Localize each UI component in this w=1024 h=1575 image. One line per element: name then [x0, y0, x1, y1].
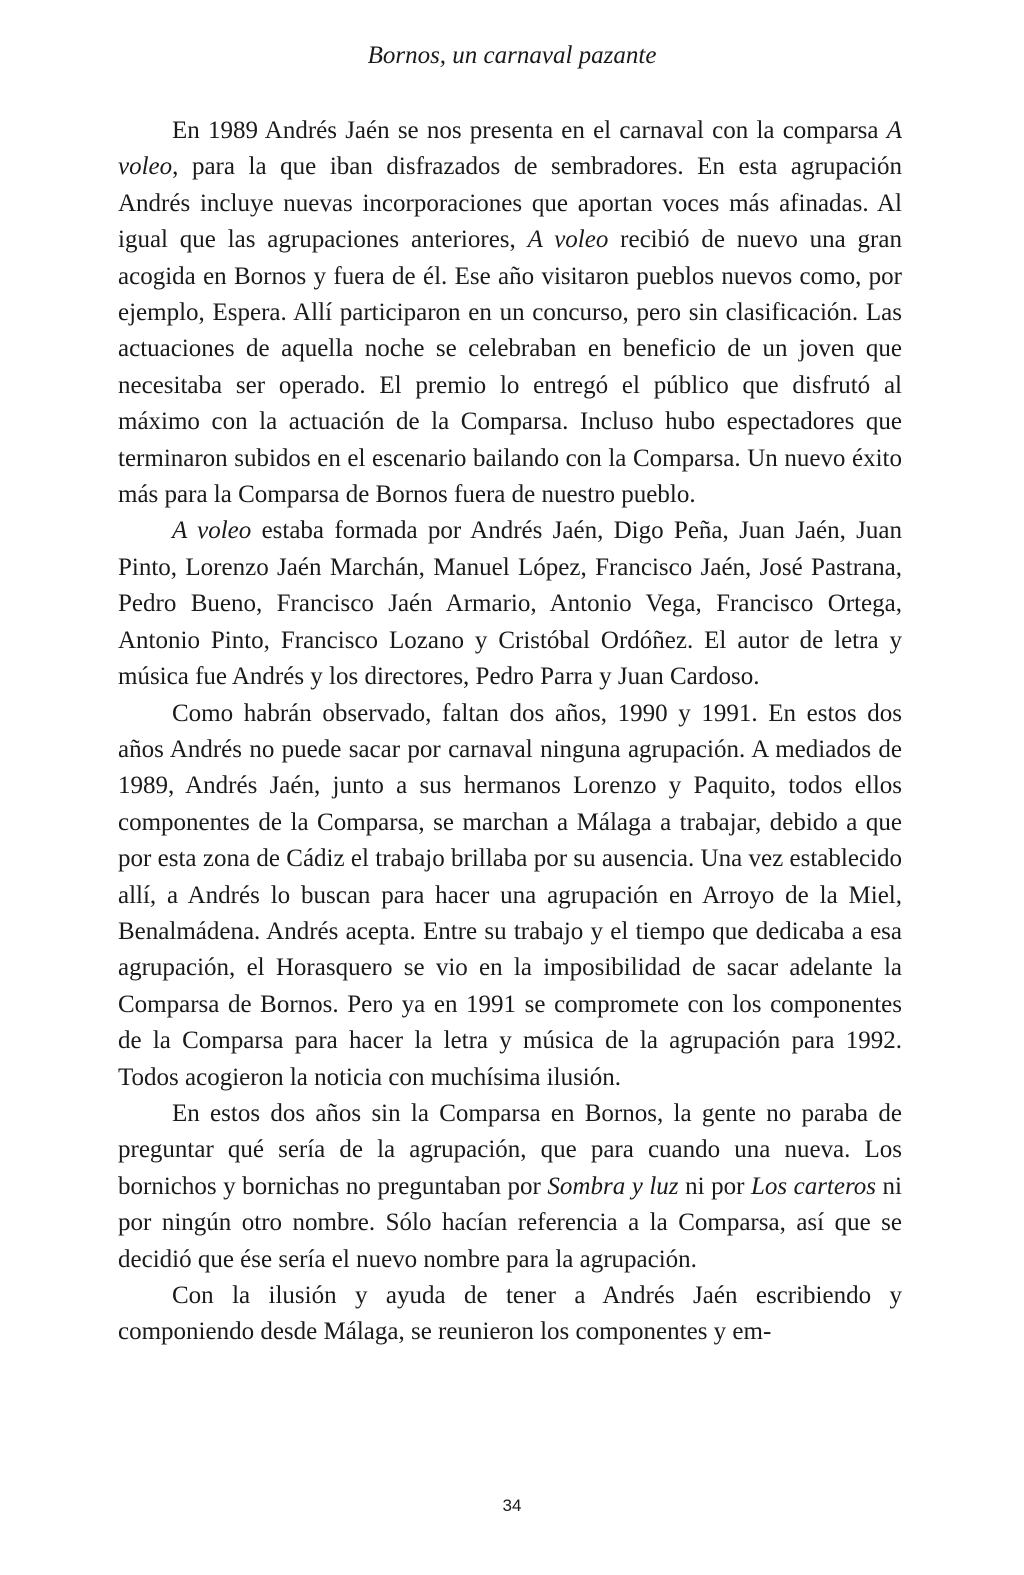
text-segment: recibió de nuevo una gran acogida en Bornos y fuera de él. Ese año visitaron pueblos nuevos como, por ejemplo, Espera. Allí participaron en un concurso, pero sin clasificación. Las actuaciones de aquella noche se celebraban en beneficio de un joven que necesitaba ser operado. El premio lo entregó el público que disfrutó al máximo con la actuación de la Comparsa. Incluso hubo espectadores que terminaron subidos en el escenario bailando con la Comparsa. Un nuevo éxito más para la Comparsa de Bornos fuera de nuestro pueblo.: [118, 226, 902, 509]
text-segment: estaba formada por Andrés Jaén, Digo Peña, Juan Jaén, Juan Pinto, Lorenzo Jaén Marchán, Manuel López, Francisco Jaén, José Pastrana, Pedro Bueno, Francisco Jaén Armario, Antonio Vega, Francisco Ortega, Antonio Pinto, Francisco Lozano y Cristóbal Ordóñez. El autor de letra y música fue Andrés y los directores, Pedro Parra y Juan Cardoso.: [118, 517, 902, 691]
work-title: Los carteros: [750, 1172, 877, 1200]
work-title: A voleo: [118, 117, 902, 181]
work-title: A voleo: [527, 226, 609, 254]
paragraph-3: [118, 696, 902, 1096]
running-head: Bornos, un carnaval pazante: [367, 42, 657, 69]
text-segment: En 1989 Andrés Jaén se nos presenta en el carnaval con la comparsa: [172, 117, 887, 144]
paragraph-5: [118, 1278, 902, 1351]
work-title: A voleo: [172, 517, 252, 545]
text-segment: Como habrán observado, faltan dos años, 1990 y 1991. En estos dos años Andrés no puede sacar por carnaval ninguna agrupación. A mediados de 1989, Andrés Jaén, junto a sus hermanos Lorenzo y Paquito, todos ellos componentes de la Comparsa, se marchan a Málaga a trabajar, debido a que por esta zona de Cádiz el trabajo brillaba por su ausencia. Una vez establecido allí, a Andrés lo buscan para hacer una agrupación en Arroyo de la Miel, Benalmádena. Andrés acepta. Entre su trabajo y el tiempo que dedicaba a esa agrupación, el Horasquero se vio en la imposibilidad de sacar adelante la Comparsa de Bornos. Pero ya en 1991 se compromete con los componentes de la Comparsa para hacer la letra y música de la agrupación para 1992. Todos acogieron la noticia con muchísima ilusión.: [118, 699, 902, 1091]
paragraph-2: [118, 513, 902, 695]
page-number: 34: [502, 1496, 522, 1515]
paragraph-4: [118, 1096, 902, 1278]
body-text: [118, 113, 902, 1351]
text-segment: , para la que iban disfrazados de sembradores. En esta agrupación Andrés incluye nuevas incorporaciones que aportan voces más afinadas. Al igual que las agrupaciones anteriores,: [118, 153, 902, 254]
text-segment: ni por: [678, 1172, 751, 1200]
text-segment: En estos dos años sin la Comparsa en Bornos, la gente no paraba de preguntar qué sería de la agrupación, que para cuando una nueva. Los bornichos y bornichas no preguntaban por: [118, 1099, 902, 1200]
paragraph-1: [118, 113, 902, 513]
work-title: Sombra y luz: [547, 1172, 679, 1200]
text-segment: ni por ningún otro nombre. Sólo hacían referencia a la Comparsa, así que se decidió que ése sería el nuevo nombre para la agrupación.: [118, 1172, 902, 1273]
text-segment: Con la ilusión y ayuda de tener a Andrés Jaén escribiendo y componiendo desde Málaga, se reunieron los componentes y em-: [118, 1282, 902, 1346]
